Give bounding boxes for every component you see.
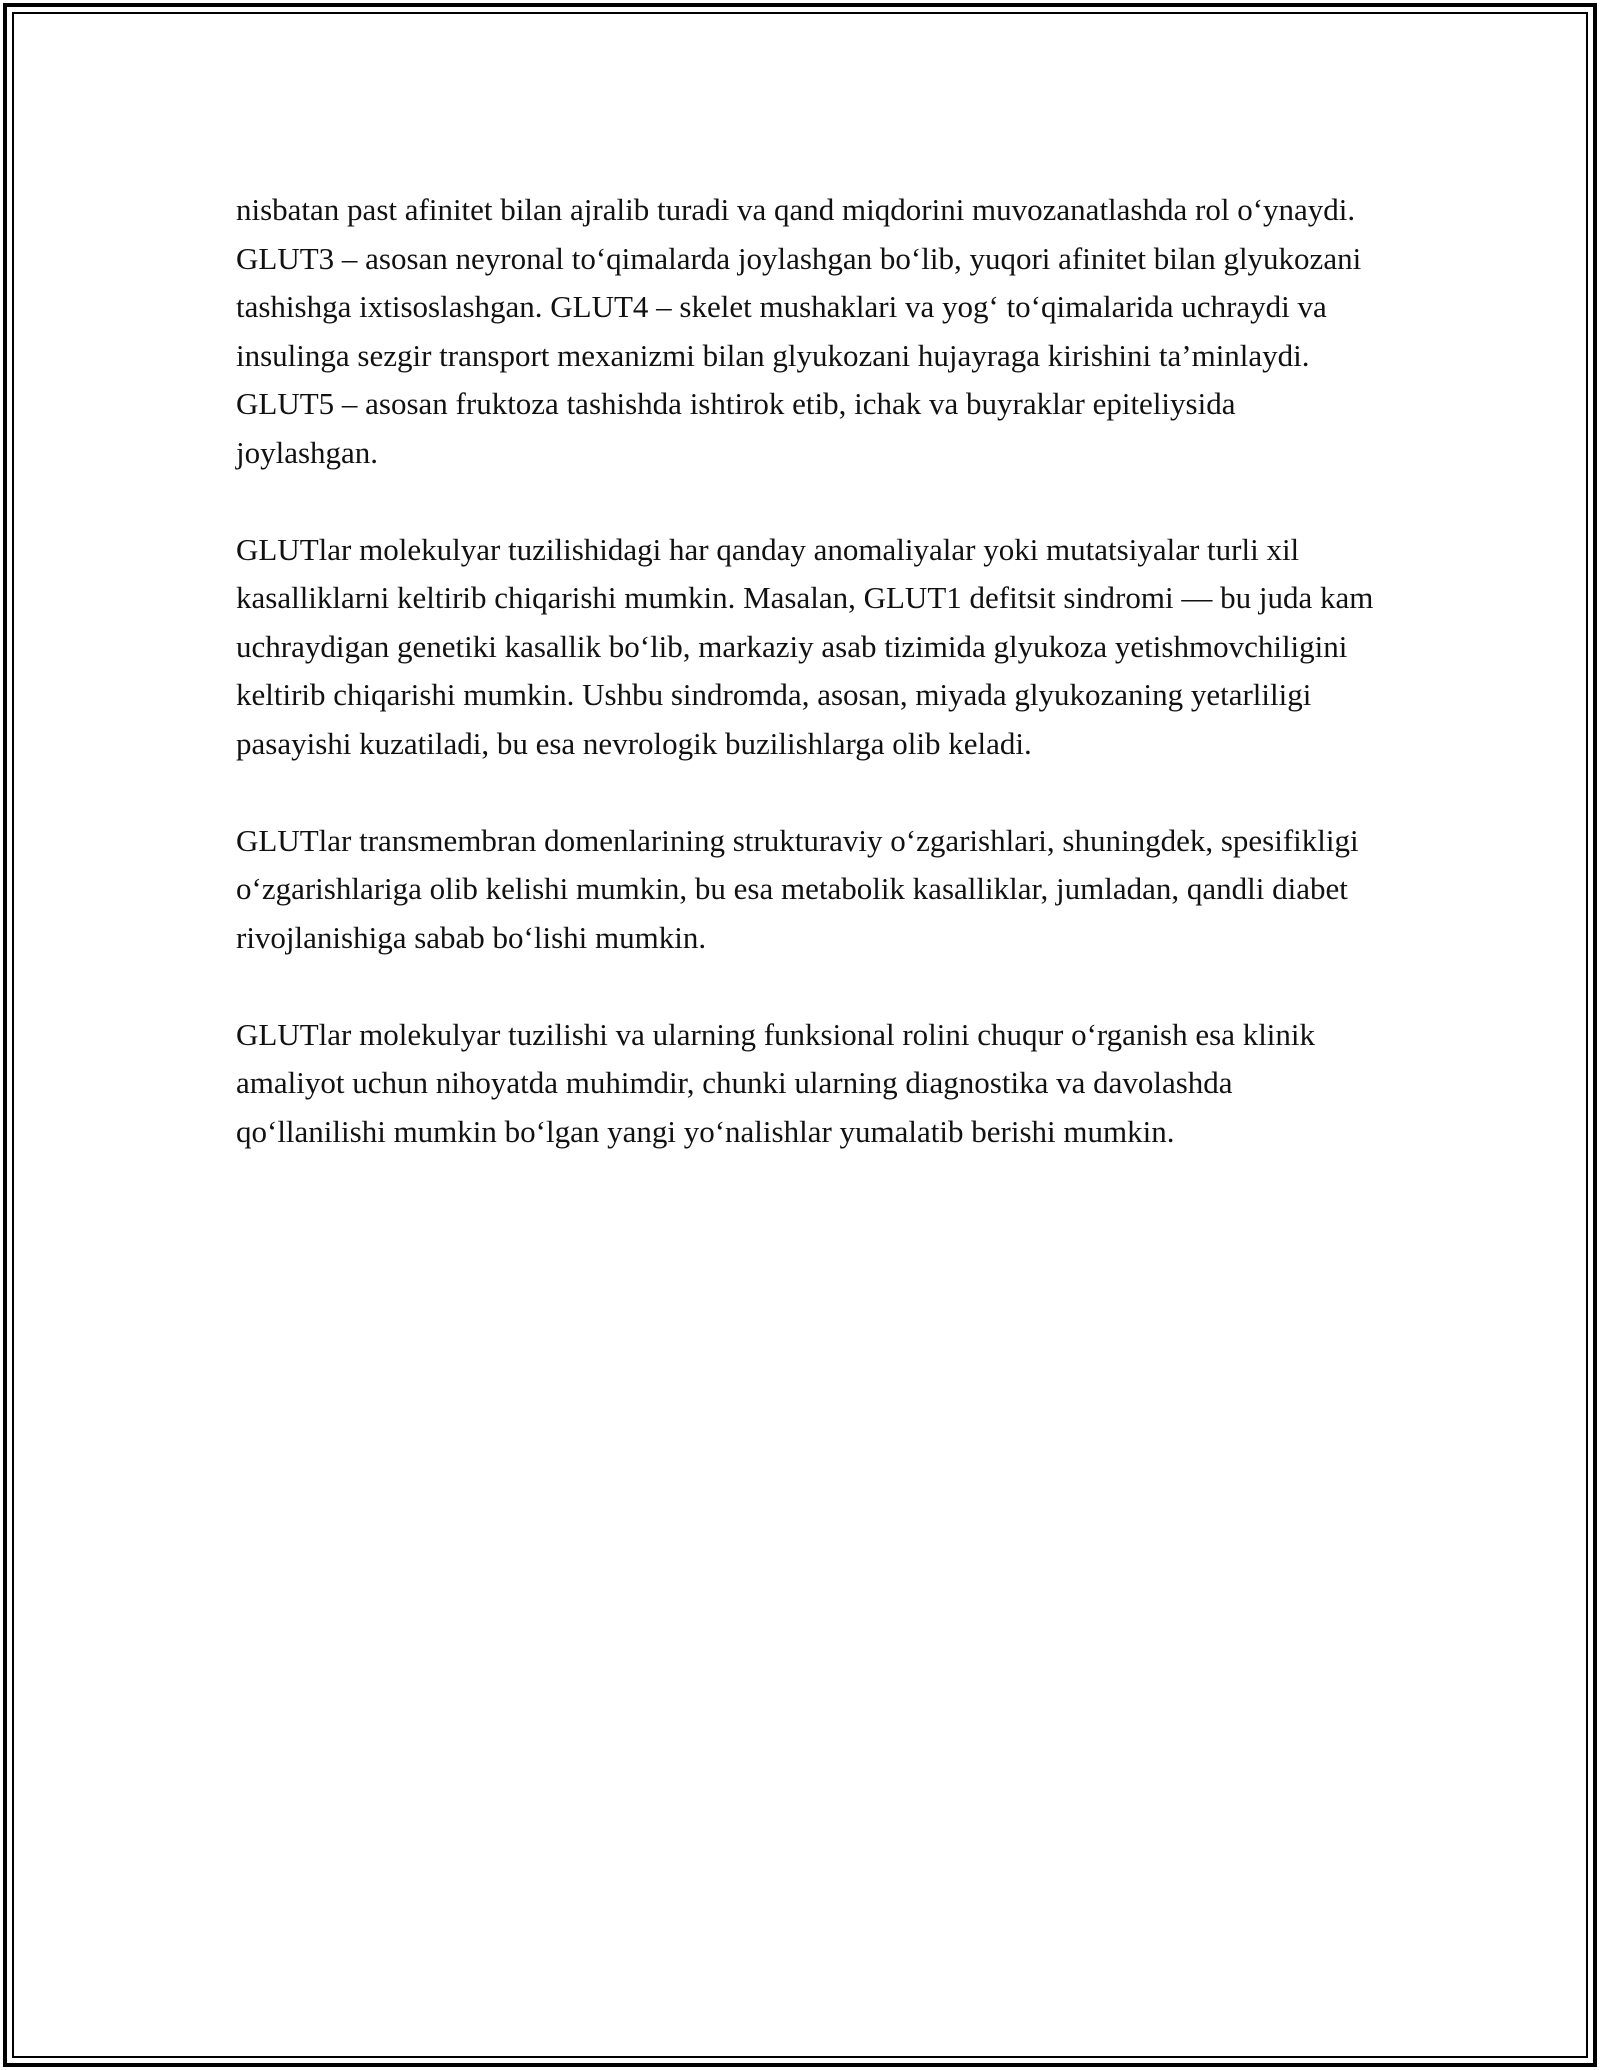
paragraph-glut-types: nisbatan past afinitet bilan ajralib turadi va qand miqdorini muvozanatlashda rol o‘ynaydi. GLUT3 – asosan neyronal to‘qimalarda joylashgan bo‘lib, yuqori afinitet bilan glyukozani tashishga ixtisoslashgan. GLUT4 – skelet mushaklari va yog‘ to‘qimalarida uchraydi va insulinga sezgir transport mexanizmi bilan glyukozani hujayraga kirishini ta’minlaydi. GLUT5 – asosan fruktoza tashishda ishtirok etib, ichak va buyraklar epiteliysida joylashgan. [236,192,1362,470]
paragraph-clinical-importance: GLUTlar molekulyar tuzilishi va ularning funksional rolini chuqur o‘rganish esa klinik amaliyot uchun nihoyatda muhimdir, chunki ularning diagnostika va davolashda qo‘llanilishi mumkin bo‘lgan yangi yo‘nalishlar yumalatib berishi mumkin. [236,1016,1316,1149]
document-body [236,186,1376,1205]
paragraph-glut-mutations: GLUTlar molekulyar tuzilishidagi har qanday anomaliyalar yoki mutatsiyalar turli xil kasalliklarni keltirib chiqarishi mumkin. Masalan, GLUT1 defitsit sindromi — bu juda kam uchraydigan genetiki kasallik bo‘lib, markaziy asab tizimida glyukoza yetishmovchiligini keltirib chiqarishi mumkin. Ushbu sindromda, asosan, miyada glyukozaning yetarliligi pasayishi kuzatiladi, bu esa nevrologik buzilishlarga olib keladi. [236,531,1374,761]
paragraph-transmembrane-changes: GLUTlar transmembran domenlarining strukturaviy o‘zgarishlari, shuningdek, spesifikligi o‘zgarishlariga olib kelishi mumkin, bu esa metabolik kasalliklar, jumladan, qandli diabet rivojlanishiga sabab bo‘lishi mumkin. [236,822,1359,955]
